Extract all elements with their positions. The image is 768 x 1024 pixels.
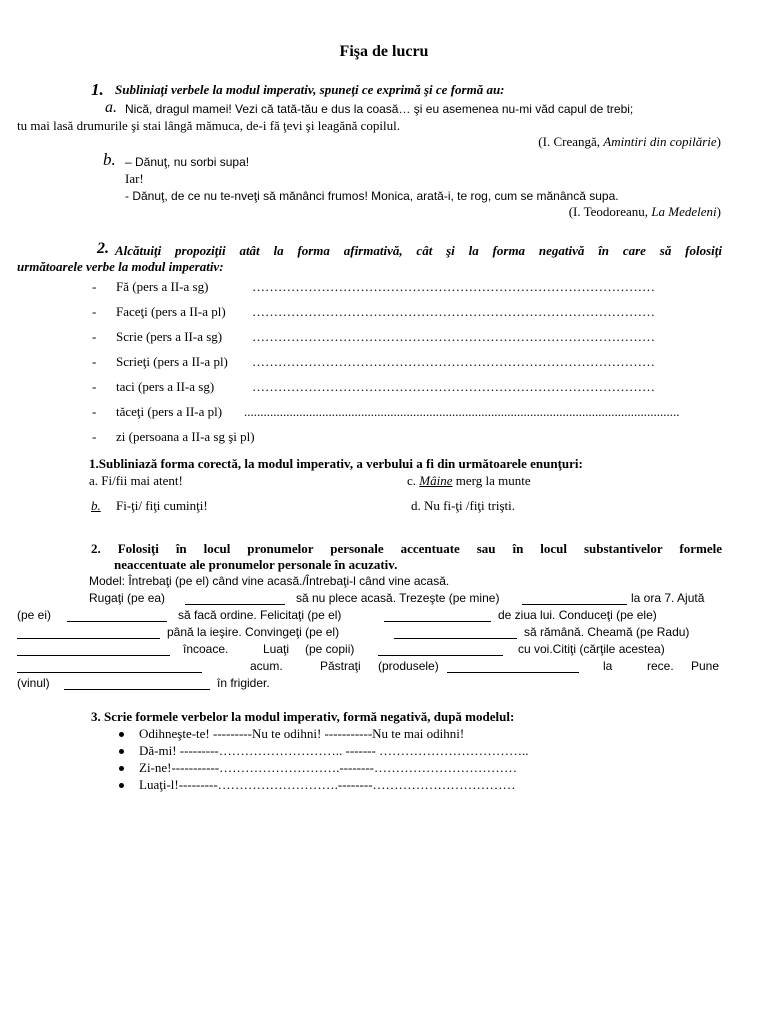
list-item-dash: - bbox=[92, 354, 97, 369]
answer-dotted-line[interactable]: ………………………………………………………………………………… bbox=[252, 279, 655, 294]
page-title: Fişa de lucru bbox=[339, 43, 429, 60]
list-item: Zi-ne!-----------……………………….--------…………………………… bbox=[139, 760, 517, 775]
list-item-verb: taci (pers a II-a sg) bbox=[116, 379, 215, 394]
list-item-dash: - bbox=[92, 404, 97, 419]
ex1-heading: Subliniaţi verbele la modul imperativ, spuneţi ce exprimă şi ce formă au: bbox=[115, 82, 505, 97]
answer-dotted-line[interactable]: ………………………………………………………………………………… bbox=[252, 329, 655, 344]
ex4-text: în frigider. bbox=[217, 676, 270, 690]
fill-blank-8[interactable] bbox=[378, 655, 503, 656]
ex1-number: 1. bbox=[91, 80, 104, 99]
ex4-text: să nu plece acasă. Trezeşte (pe mine) bbox=[296, 591, 500, 605]
ex1-b-line2: Iar! bbox=[125, 171, 144, 186]
ex1-b-line1: – Dănuţ, nu sorbi supa! bbox=[125, 155, 250, 169]
fill-blank-9[interactable] bbox=[17, 672, 202, 673]
ex4-text: cu voi.Citiţi (cărţile acestea) bbox=[518, 642, 665, 656]
fill-blank-2[interactable] bbox=[522, 604, 627, 605]
ex3-item-b: Fi-ţi/ fiţi cuminţi! bbox=[116, 498, 208, 513]
list-item-verb: Faceţi (pers a II-a pl) bbox=[116, 304, 226, 319]
answer-dotted-line[interactable]: ………………………………………………………………………………… bbox=[252, 354, 655, 369]
ex4-text: să rămână. Cheamă (pe Radu) bbox=[524, 625, 690, 639]
bullet-icon bbox=[119, 732, 124, 737]
list-item-dash: - bbox=[92, 304, 97, 319]
list-item: Odihneşte-te! ---------Nu te odihni! -----------Nu te mai odihni! bbox=[139, 726, 465, 741]
answer-dotted-line[interactable]: ………………………………………………………………………………… bbox=[252, 304, 655, 319]
list-item-verb: zi (persoana a II-a sg şi pl) bbox=[116, 429, 255, 444]
ex3-heading: 1.Subliniază forma corectă, la modul imperativ, a verbului a fi din următoarele enunţuri: bbox=[89, 456, 583, 471]
ex2-number: 2. bbox=[97, 240, 109, 257]
fill-blank-4[interactable] bbox=[384, 621, 491, 622]
ex4-text: până la ieşire. Convingeţi (pe el) bbox=[167, 625, 340, 639]
list-item-verb: Scrieţi (pers a II-a pl) bbox=[116, 354, 228, 369]
ex4-heading-line1: 2. Folosiţi în locul pronumelor personale accentuate sau în locul substantivelor formele bbox=[91, 541, 722, 556]
ex4-text: de ziua lui. Conduceţi (pe ele) bbox=[498, 608, 657, 622]
list-item-verb: Scrie (pers a II-a sg) bbox=[116, 329, 223, 344]
ex4-text: (pe copii) bbox=[305, 642, 355, 656]
ex4-text: Păstraţi bbox=[320, 659, 361, 673]
ex4-heading-line2: neaccentuate ale pronumelor personale în acuzativ. bbox=[114, 557, 398, 572]
ex5-heading: 3. Scrie formele verbelor la modul imperativ, formă negativă, după modelul: bbox=[91, 709, 515, 724]
fill-blank-5[interactable] bbox=[17, 638, 160, 639]
list-item: Dă-mi! ---------……………………….. ------- …………………………….. bbox=[139, 743, 529, 758]
answer-dotted-line[interactable]: ...................................................................................................................................... bbox=[244, 404, 680, 419]
ex3-item-d: d. Nu fi-ţi /fiţi trişti. bbox=[411, 498, 515, 513]
ex3-item-c: c. Mâine merg la munte bbox=[407, 473, 531, 488]
bullet-icon bbox=[119, 749, 124, 754]
list-item-verb: tăceţi (pers a II-a pl) bbox=[116, 404, 223, 419]
ex1-a-source: (I. Creangă, Amintiri din copilărie) bbox=[538, 134, 721, 149]
list-item: Luaţi-l!---------……………………….--------…………………………… bbox=[139, 777, 516, 792]
fill-blank-10[interactable] bbox=[447, 672, 579, 673]
list-item-dash: - bbox=[92, 379, 97, 394]
ex4-text: Pune bbox=[691, 659, 720, 673]
list-item-dash: - bbox=[92, 429, 97, 444]
ex1-b-label: b. bbox=[103, 150, 116, 169]
ex3-item-a: a. Fi/fii mai atent! bbox=[89, 473, 183, 488]
fill-blank-3[interactable] bbox=[67, 621, 167, 622]
ex1-a-line2: tu mai lasă drumurile şi stai lângă mămuca, de-i fă ţevi şi leagănă copilul. bbox=[17, 118, 401, 133]
list-item-dash: - bbox=[92, 279, 97, 294]
ex4-text: Luaţi bbox=[263, 642, 290, 656]
fill-blank-1[interactable] bbox=[185, 604, 285, 605]
ex4-text: la ora 7. Ajută bbox=[631, 591, 705, 605]
ex2-heading-line1: Alcătuiţi propoziţii atât la forma afirmativă, cât şi la forma negativă în care să folosiţi bbox=[115, 243, 722, 258]
ex4-text: (vinul) bbox=[17, 676, 50, 690]
fill-blank-11[interactable] bbox=[64, 689, 210, 690]
answer-dotted-line[interactable]: ………………………………………………………………………………… bbox=[252, 379, 655, 394]
ex4-text: Rugaţi (pe ea) bbox=[89, 591, 166, 605]
ex4-text: acum. bbox=[250, 659, 283, 673]
ex3-item-b-label: b. bbox=[91, 498, 101, 513]
ex2-heading-line2: următoarele verbe la modul imperativ: bbox=[17, 259, 224, 274]
ex4-text: să facă ordine. Felicitaţi (pe el) bbox=[178, 608, 342, 622]
fill-blank-7[interactable] bbox=[17, 655, 170, 656]
ex4-text: (produsele) bbox=[378, 659, 439, 673]
list-item-verb: Fă (pers a II-a sg) bbox=[116, 279, 209, 294]
list-item-dash: - bbox=[92, 329, 97, 344]
ex1-b-source: (I. Teodoreanu, La Medeleni) bbox=[568, 204, 721, 219]
bullet-icon bbox=[119, 783, 124, 788]
ex1-a-line1: Nică, dragul mamei! Vezi că tată-tău e dus la coasă… şi eu asemenea nu-mi văd capul de trebi; bbox=[125, 102, 634, 116]
ex4-text: la bbox=[603, 659, 613, 673]
ex4-text: rece. bbox=[647, 659, 674, 673]
ex1-b-line3: - Dănuţ, de ce nu te-nveţi să mănânci frumos! Monica, arată-i, te rog, cum se mănâncă supa. bbox=[125, 189, 619, 203]
ex4-text: (pe ei) bbox=[17, 608, 52, 622]
ex4-text: încoace. bbox=[183, 642, 229, 656]
fill-blank-6[interactable] bbox=[394, 638, 517, 639]
ex1-a-label: a. bbox=[105, 99, 117, 116]
bullet-icon bbox=[119, 766, 124, 771]
ex4-model: Model: Întrebaţi (pe el) când vine acasă./Întrebaţi-l când vine acasă. bbox=[89, 574, 450, 588]
